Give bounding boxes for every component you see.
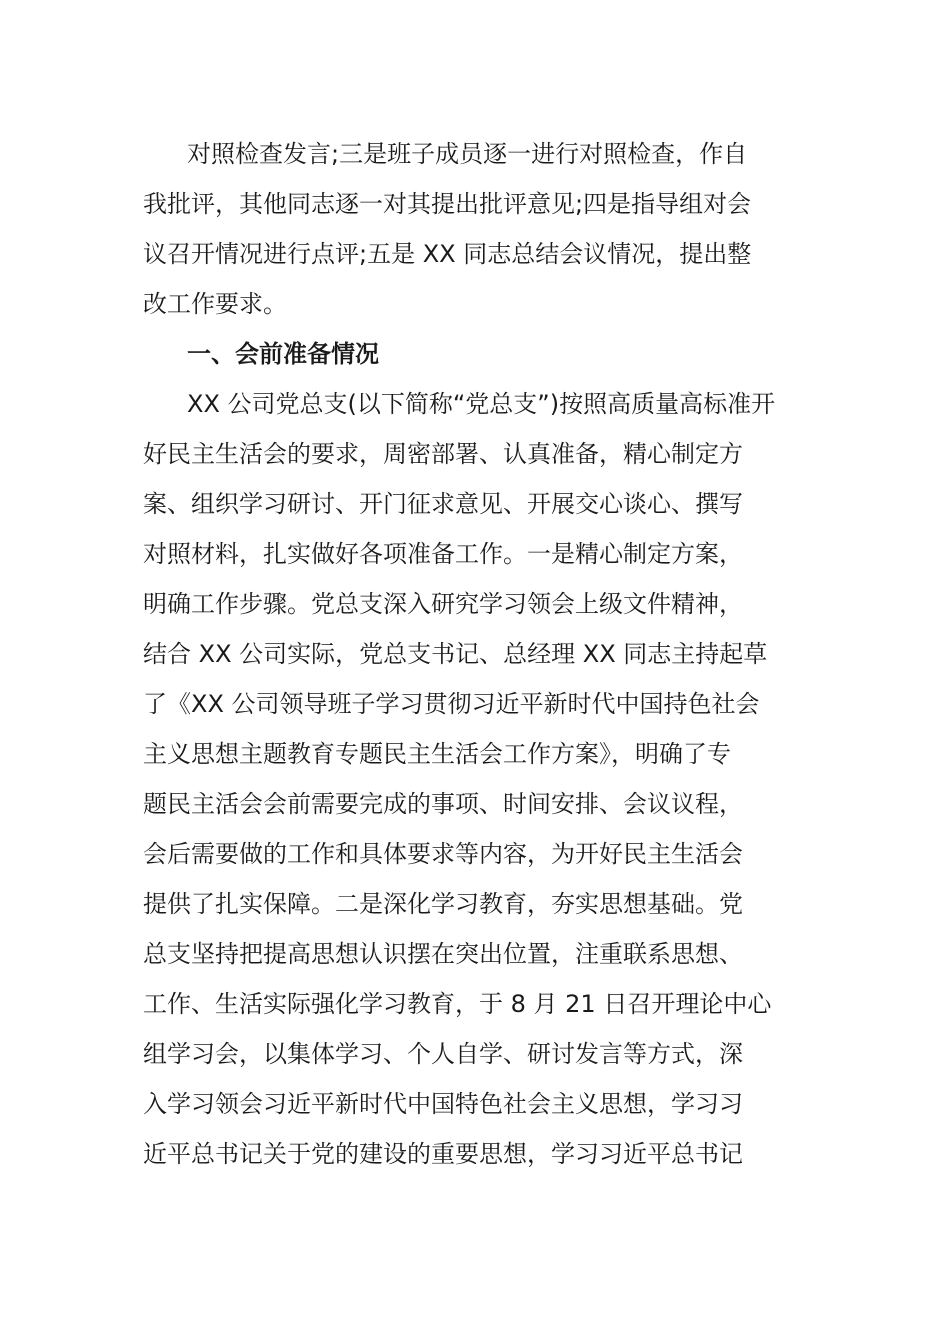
paragraph-line: 题民主活会会前需要完成的事项、时间安排、会议议程， — [143, 790, 743, 818]
paragraph-line: 工作、生活实际强化学习教育，于 8 月 21 日召开理论中心 — [143, 990, 772, 1018]
paragraph-line: 主义思想主题教育专题民主生活会工作方案》，明确了专 — [143, 740, 731, 768]
paragraph-line: 我批评，其他同志逐一对其提出批评意见;四是指导组对会 — [143, 190, 752, 218]
section-heading: 一、会前准备情况 — [187, 340, 379, 368]
paragraph-line: 对照检查发言;三是班子成员逐一进行对照检查，作自 — [187, 140, 748, 168]
document-body — [143, 129, 811, 1179]
paragraph-line: 改工作要求。 — [143, 290, 287, 318]
paragraph-line: 近平总书记关于党的建设的重要思想，学习习近平总书记 — [143, 1140, 743, 1168]
paragraph-line: 好民主生活会的要求，周密部署、认真准备，精心制定方 — [143, 440, 743, 468]
paragraph-line: 对照材料，扎实做好各项准备工作。一是精心制定方案， — [143, 540, 743, 568]
paragraph-line: 明确工作步骤。党总支深入研究学习领会上级文件精神， — [143, 590, 743, 618]
paragraph-line: XX 公司党总支(以下简称“党总支”)按照高质量高标准开 — [187, 390, 776, 418]
paragraph-line: 入学习领会习近平新时代中国特色社会主义思想，学习习 — [143, 1090, 743, 1118]
paragraph-line: 提供了扎实保障。二是深化学习教育，夯实思想基础。党 — [143, 890, 743, 918]
paragraph-line: 议召开情况进行点评;五是 XX 同志总结会议情况，提出整 — [143, 240, 752, 268]
paragraph-line: 了《XX 公司领导班子学习贯彻习近平新时代中国持色社会 — [143, 690, 760, 718]
paragraph-line: 总支坚持把提高思想认识摆在突出位置，注重联系思想、 — [143, 940, 743, 968]
paragraph-line: 结合 XX 公司实际，党总支书记、总经理 XX 同志主持起草 — [143, 640, 768, 668]
paragraph-line: 案、组织学习研讨、开门征求意见、开展交心谈心、撰写 — [143, 490, 743, 518]
paragraph-line: 会后需要做的工作和具体要求等内容，为开好民主生活会 — [143, 840, 743, 868]
paragraph-line: 组学习会，以集体学习、个人自学、研讨发言等方式，深 — [143, 1040, 743, 1068]
